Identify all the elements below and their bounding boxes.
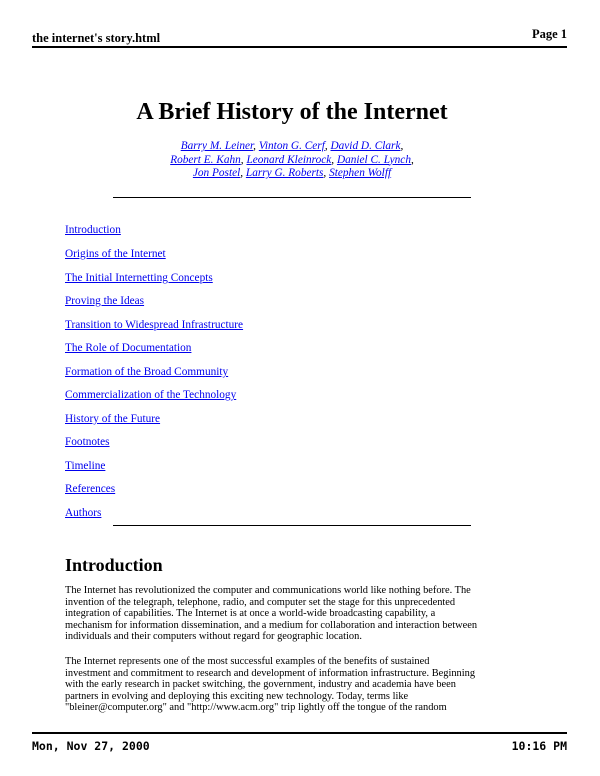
text-line: "bleiner@computer.org" and "http://www.acm.org" trip lightly off the tongue of the random	[65, 702, 447, 714]
toc-link-broad-community[interactable]: Formation of the Broad Community	[65, 366, 229, 378]
author-link[interactable]: Leonard Kleinrock	[246, 153, 332, 166]
toc-link-footnotes[interactable]: Footnotes	[65, 436, 110, 448]
divider-top	[113, 197, 471, 198]
text-line: individuals and their computers without regard for geographic location.	[65, 631, 362, 643]
toc-link-transition[interactable]: Transition to Widespread Infrastructure	[65, 319, 244, 331]
text-line: invention of the telegraph, telephone, radio, and computer set the stage for this unprecedented	[65, 596, 456, 608]
page-title: A Brief History of the Internet	[136, 99, 448, 125]
author-link[interactable]: David D. Clark	[330, 140, 401, 152]
print-header	[32, 27, 567, 48]
author-link[interactable]: Daniel C. Lynch	[336, 153, 411, 166]
text-line: with the early research in packet switching, the government, industry and academia have been	[65, 679, 456, 691]
author-link[interactable]: Larry G. Roberts	[245, 167, 324, 179]
divider-bottom	[113, 525, 471, 526]
author-link[interactable]: Stephen Wolff	[329, 167, 392, 179]
section-heading: Introduction	[65, 555, 163, 575]
text-line: integration of capabilities. The Internet is at once a world-wide broadcasting capability, a	[65, 608, 436, 620]
author-list	[0, 140, 584, 181]
toc-link-timeline[interactable]: Timeline	[65, 460, 106, 472]
text-line: partners in evolving and deploying this exciting new technology. Today, terms like	[65, 690, 409, 702]
footer-date: Mon, Nov 27, 2000	[32, 739, 150, 753]
author-link[interactable]: Barry M. Leiner	[180, 140, 254, 152]
text-line: mechanism for information dissemination, and a medium for collaboration and interaction between	[65, 619, 478, 631]
toc-link-future[interactable]: History of the Future	[65, 413, 161, 425]
header-filename: the internet's story.html	[32, 31, 161, 45]
author-link[interactable]: Vinton G. Cerf	[258, 140, 325, 152]
author-link[interactable]: Jon Postel	[192, 167, 241, 179]
toc-link-introduction[interactable]: Introduction	[65, 224, 121, 236]
toc-link-commercialization[interactable]: Commercialization of the Technology	[65, 389, 237, 401]
author-line-1: Barry M. Leiner, Vinton G. Cerf, David D. Clark,	[180, 140, 404, 152]
text-line: The Internet represents one of the most successful examples of the benefits of sustained	[65, 656, 430, 667]
toc-link-authors[interactable]: Authors	[65, 507, 102, 519]
author-line-3: Jon Postel, Larry G. Roberts, Stephen Wolff	[192, 167, 392, 179]
toc-link-references[interactable]: References	[65, 483, 116, 495]
toc-link-proving-ideas[interactable]: Proving the Ideas	[65, 295, 145, 307]
print-footer	[32, 732, 567, 754]
toc-link-initial-concepts[interactable]: The Initial Internetting Concepts	[65, 272, 213, 284]
text-line: investment and commitment to research and development of information infrastructure. Beginning	[65, 667, 476, 679]
toc-link-documentation[interactable]: The Role of Documentation	[65, 342, 192, 354]
header-page-number: Page 1	[531, 27, 567, 41]
toc-link-origins[interactable]: Origins of the Internet	[65, 248, 166, 260]
author-link[interactable]: Robert E. Kahn	[170, 153, 241, 166]
footer-time: 10:16 PM	[511, 739, 567, 753]
author-line-2: Robert E. Kahn, Leonard Kleinrock, Daniel C. Lynch,	[170, 153, 414, 166]
intro-paragraph-1	[65, 585, 535, 643]
text-line: The Internet has revolutionized the computer and communications world like nothing before. The	[65, 585, 471, 596]
intro-paragraph-2	[65, 656, 535, 714]
